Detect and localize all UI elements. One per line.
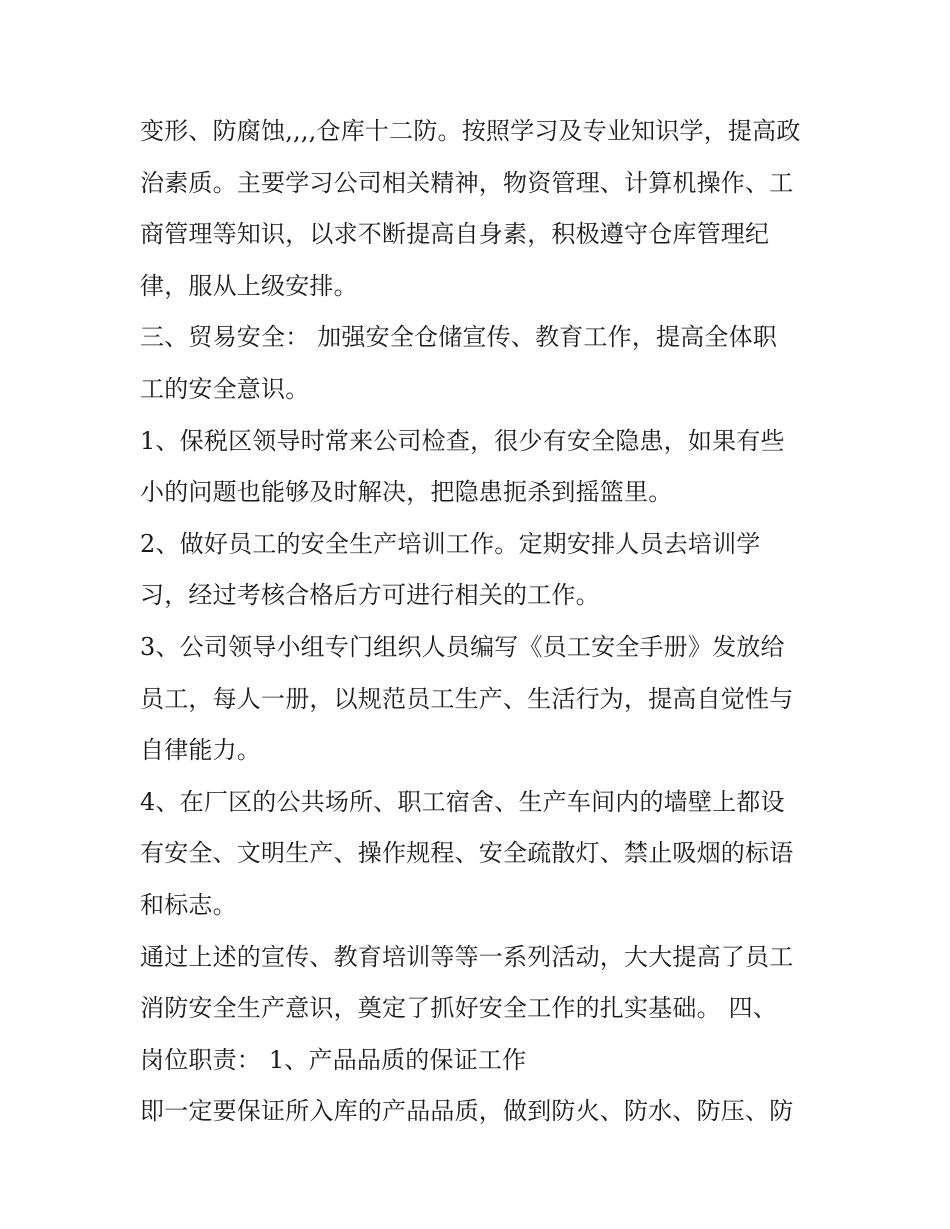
text-line: 消防安全生产意识，奠定了抓好安全工作的扎实基础。 四、 (140, 994, 778, 1023)
document-body (140, 106, 820, 1138)
text-line: 员工，每人一册，以规范员工生产、生活行为，提高自觉性与 (140, 684, 794, 713)
text-line: 有安全、文明生产、操作规程、安全疏散灯、禁止吸烟的标语 (140, 839, 794, 868)
list-item-line: 3、公司领导小组专门组织人员编写《员工安全手册》发放给 (140, 632, 785, 661)
text-line: 自律能力。 (140, 736, 261, 765)
text-line: 习，经过考核合格后方可进行相关的工作。 (140, 581, 600, 610)
section-heading-line: 三、贸易安全： 加强安全仓储宣传、教育工作，提高全体职 (140, 323, 778, 352)
list-item-line: 2、做好员工的安全生产培训工作。定期安排人员去培训学 (140, 529, 761, 558)
list-item-line: 1、保税区领导时常来公司检查，很少有安全隐患，如果有些 (140, 426, 785, 455)
text-line: 小的问题也能够及时解决，把隐患扼杀到摇篮里。 (140, 478, 673, 507)
section-heading-line: 岗位职责： 1、产品品质的保证工作 (140, 1045, 527, 1074)
text-line: 通过上述的宣传、教育培训等等一系列活动，大大提高了员工 (140, 942, 794, 971)
text-line: 律，服从上级安排。 (140, 271, 358, 300)
text-line: 即一定要保证所入库的产品品质，做到防火、防水、防压、防 (140, 1097, 794, 1126)
text-line: 工的安全意识。 (140, 374, 310, 403)
list-item-line: 4、在厂区的公共场所、职工宿舍、生产车间内的墙壁上都设 (140, 787, 785, 816)
text-line: 商管理等知识，以求不断提高自身素，积极遵守仓库管理纪 (140, 220, 770, 249)
text-line: 和标志。 (140, 890, 237, 919)
text-line: 变形、防腐蚀,,,,仓库十二防。按照学习及专业知识学，提高政 (140, 117, 801, 145)
text-line: 治素质。主要学习公司相关精神，物资管理、计算机操作、工 (140, 168, 794, 197)
